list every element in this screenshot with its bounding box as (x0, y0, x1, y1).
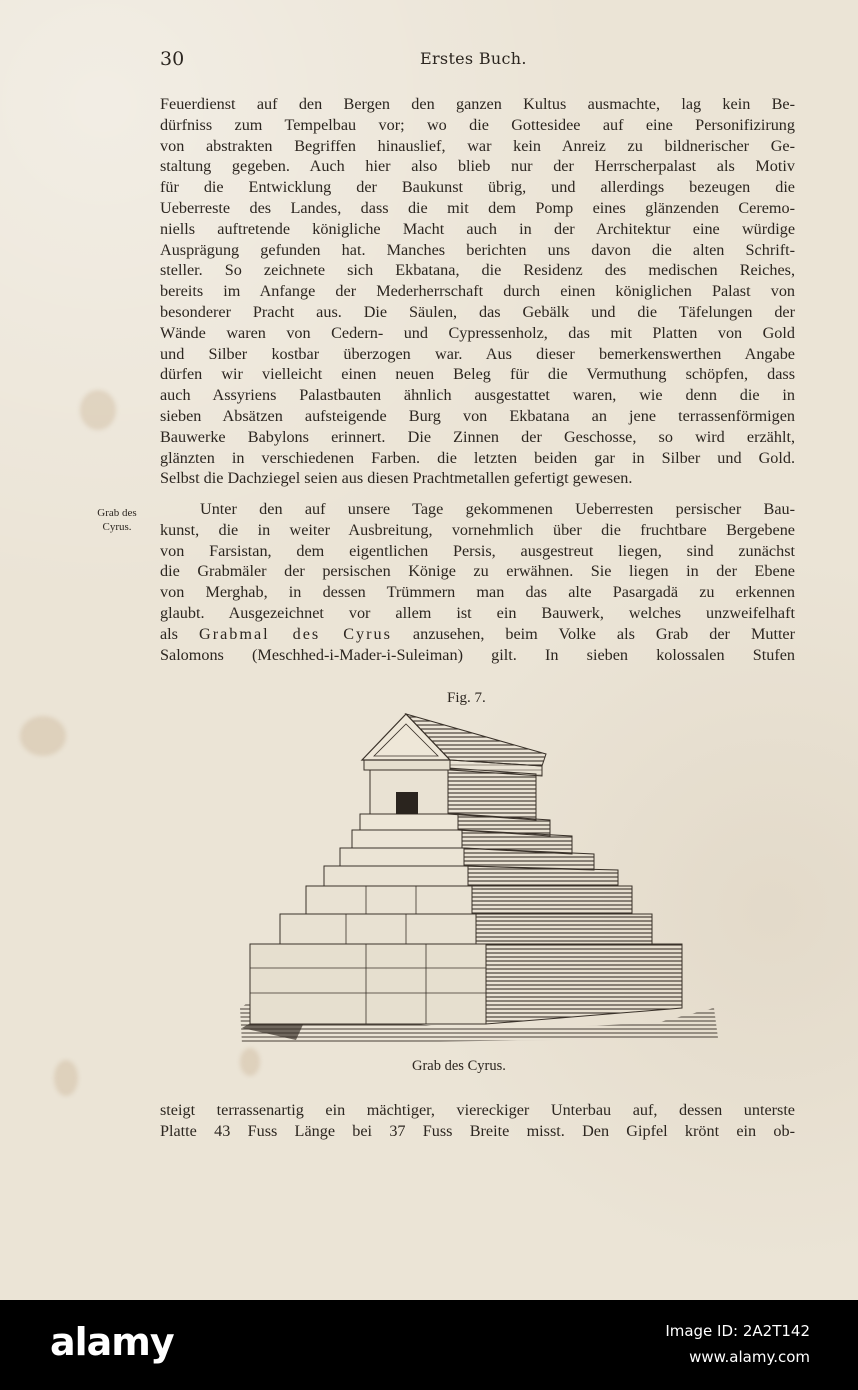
text-line: Ausprägung gefunden hat. Manches berichten uns davon die alten Schrift- (160, 240, 795, 259)
emphasized-term: Grabmal des Cyrus (199, 624, 392, 643)
text-line: niells auftretende königliche Macht auch in der Architektur eine würdige (160, 219, 795, 238)
text-line: Ueberreste des Landes, dass die mit dem Pomp eines glänzenden Ceremo- (160, 198, 795, 217)
text-line: die Grabmäler der persischen Könige zu erwähnen. Sie liegen in der Ebene (160, 562, 795, 581)
paper-stain (54, 1060, 78, 1096)
page-number: 30 (160, 48, 185, 70)
text-line: glänzten in verschiedenen Farben. die letzten beiden gar in Silber und Gold. (160, 448, 795, 467)
text-line: sieben Absätzen aufsteigende Burg von Ekbatana an jene terrassenförmigen (160, 406, 795, 425)
text-line: von abstrakten Begriffen hinauslief, war kein Anreiz zu bildnerischer Ge- (160, 136, 795, 155)
text-line: von Farsistan, dem eigentlichen Persis, ausgestreut liegen, sind zunächst (160, 541, 795, 560)
figure-caption: Grab des Cyrus. (412, 1058, 506, 1074)
paper-stain (80, 390, 116, 430)
text-line: steigt terrassenartig ein mächtiger, viereckiger Unterbau auf, dessen unterste (160, 1101, 795, 1119)
text-line: staltung gegeben. Auch hier also blieb nur der Herrscherpalast als Motiv (160, 157, 795, 176)
text-line: glaubt. Ausgezeichnet vor allem ist ein Bauwerk, welches unzweifelhaft (160, 603, 795, 622)
text-line: Salomons (Meschhed-i-Mader-i-Suleiman) gilt. In sieben kolossalen Stufen (160, 645, 795, 664)
figure-label: Fig. 7. (447, 690, 486, 706)
marginal-note-line: Grab des (97, 507, 137, 519)
text-line: Selbst die Dachziegel seien aus diesen Prachtmetallen gefertigt gewesen. (160, 469, 633, 488)
page-header (160, 48, 795, 72)
text-line: steller. So zeichnete sich Ekbatana, die Residenz des medischen Reiches, (160, 261, 795, 280)
text-line: dürfniss zum Tempelbau vor; wo die Gottesidee auf eine Personifizirung (160, 115, 795, 134)
marginal-note (82, 506, 152, 534)
paragraph-1 (160, 94, 795, 489)
running-title: Erstes Buch. (420, 49, 527, 68)
text-line: Unter den auf unsere Tage gekommenen Ueberresten persischer Bau- (200, 500, 795, 518)
text-line: kunst, die in weiter Ausbreitung, vornehmlich über die fruchtbare Bergebene (160, 520, 795, 539)
marginal-note-line: Cyrus. (102, 521, 132, 533)
text-line (160, 624, 795, 645)
alamy-logo: alamy (50, 1320, 174, 1364)
text-line: dürfen wir vielleicht einen neuen Beleg für die Vermuthung schöpfen, dass (160, 365, 795, 384)
text-line: auch Assyriens Palastbauten ähnlich ausgestattet waren, wie denn die in (160, 386, 795, 405)
text-line: von Merghab, in dessen Trümmern man das alte Pasargadä zu erkennen (160, 583, 795, 602)
text-segment: anzusehen, beim Volke als Grab der Mutter (391, 624, 796, 643)
text-line: und Silber kostbar überzogen war. Aus dieser bemerkenswerthen Angabe (160, 344, 795, 363)
text-line: Wände waren von Cedern- und Cypressenholz, das mit Platten von Gold (160, 323, 795, 342)
tomb-of-cyrus-engraving (236, 708, 722, 1058)
text-line: Platte 43 Fuss Länge bei 37 Fuss Breite misst. Den Gipfel krönt ein ob- (160, 1121, 795, 1140)
paragraph-2 (160, 499, 795, 665)
image-id: Image ID: 2A2T142 (665, 1322, 810, 1340)
text-line: für die Entwicklung der Baukunst übrig, und allerdings bezeugen die (160, 178, 795, 197)
text-segment: als (160, 624, 199, 643)
paper-stain (20, 716, 66, 756)
text-line: bereits im Anfange der Mederherrschaft durch einen königlichen Palast von (160, 282, 795, 301)
paragraph-3 (160, 1100, 795, 1142)
watermark-url: www.alamy.com (689, 1348, 810, 1366)
text-line: Feuerdienst auf den Bergen den ganzen Kultus ausmachte, lag kein Be- (160, 95, 795, 113)
text-line: Bauwerke Babylons erinnert. Die Zinnen der Geschosse, so wird erzählt, (160, 427, 795, 446)
text-line: besonderer Pracht aus. Die Säulen, das Gebälk und die Täfelungen der (160, 302, 795, 321)
